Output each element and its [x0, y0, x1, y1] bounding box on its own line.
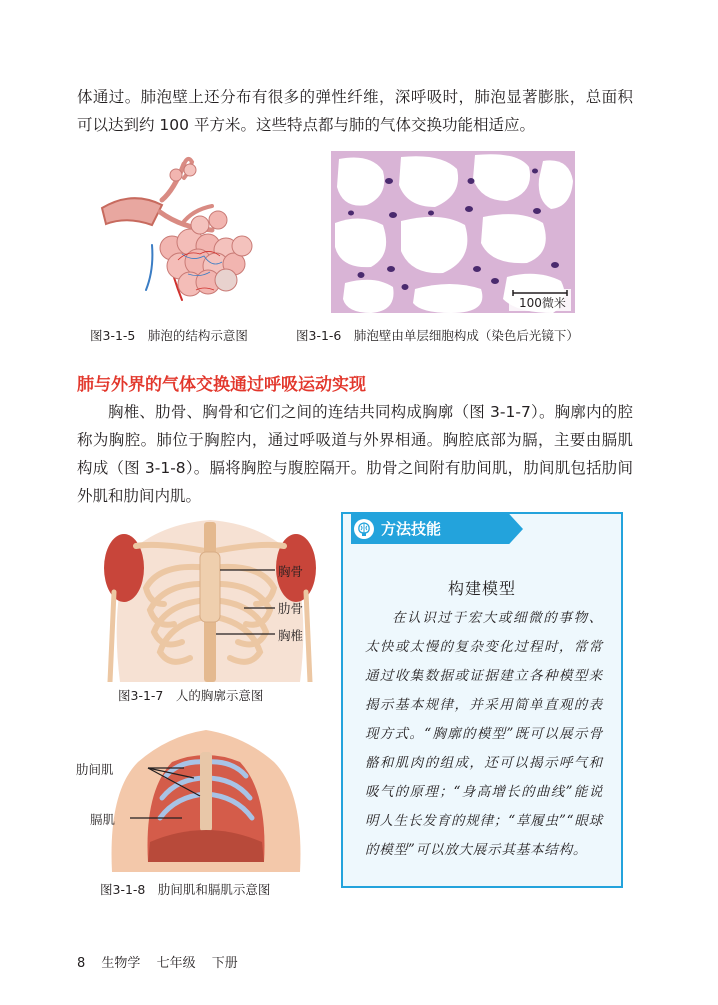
scale-bar-label: 100微米 — [519, 296, 566, 310]
figure-caption-3-1-7: 图3-1-7 人的胸廓示意图 — [118, 688, 264, 703]
thorax-paragraph: 胸椎、肋骨、胸骨和它们之间的连结共同构成胸廓（图 3-1-7）。胸廓内的腔称为胸腔。肺位于胸腔内，通过呼吸道与外界相通。胸腔底部为膈，主要由膈肌构成（图 3-1-8）。膈将胸腔与腹腔隔开。肋骨之间附有肋间肌，肋间肌包括肋间外肌和肋间内肌。 — [77, 403, 633, 505]
alveoli-structure-illustration — [92, 150, 267, 310]
footer-volume: 下册 — [211, 956, 238, 971]
method-skill-title: 构建模型 — [447, 579, 516, 598]
thoracic-cage-illustration — [90, 512, 330, 682]
label-diaphragm: 膈肌 — [90, 812, 116, 827]
label-intercostal-muscle: 肋间肌 — [76, 762, 114, 777]
method-skill-box — [341, 512, 623, 888]
method-skill-body: 在认识过于宏大或细微的事物、太快或太慢的复杂变化过程时，常常通过收集数据或证据建立各种模型来揭示基本规律，并采用简单直观的表现方式。“胸廓的模型”既可以展示骨骼和肌肉的组成，还可以揭示呼气和吸气的原理；“身高增长的曲线”能说明人生长发育的规律；“草履虫”“眼球的模型”可以放大展示其基本结构。 — [365, 610, 603, 858]
method-skill-tab-label: 方法技能 — [381, 520, 442, 538]
section-heading: 肺与外界的气体交换通过呼吸运动实现 — [77, 375, 366, 395]
figure-caption-3-1-5: 图3-1-5 肺泡的结构示意图 — [90, 328, 248, 343]
alveolar-wall-micrograph — [331, 151, 575, 313]
footer-subject: 生物学 — [101, 956, 141, 971]
label-thoracic-vertebra: 胸椎 — [278, 628, 304, 643]
figure-caption-3-1-8: 图3-1-8 肋间肌和膈肌示意图 — [100, 882, 271, 897]
intercostal-diaphragm-illustration — [108, 722, 304, 872]
label-sternum: 胸骨 — [278, 564, 304, 579]
footer-grade: 七年级 — [156, 956, 196, 971]
figure-caption-3-1-6: 图3-1-6 肺泡壁由单层细胞构成（染色后光镜下） — [296, 328, 579, 343]
label-rib: 肋骨 — [278, 601, 304, 616]
page-footer — [77, 952, 250, 971]
brain-icon — [353, 518, 375, 540]
page-number: 8 — [77, 956, 86, 971]
intro-paragraph: 体通过。肺泡壁上还分布有很多的弹性纤维，深呼吸时，肺泡显著膨胀，总面积可以达到约 100 平方米。这些特点都与肺的气体交换功能相适应。 — [77, 88, 633, 134]
